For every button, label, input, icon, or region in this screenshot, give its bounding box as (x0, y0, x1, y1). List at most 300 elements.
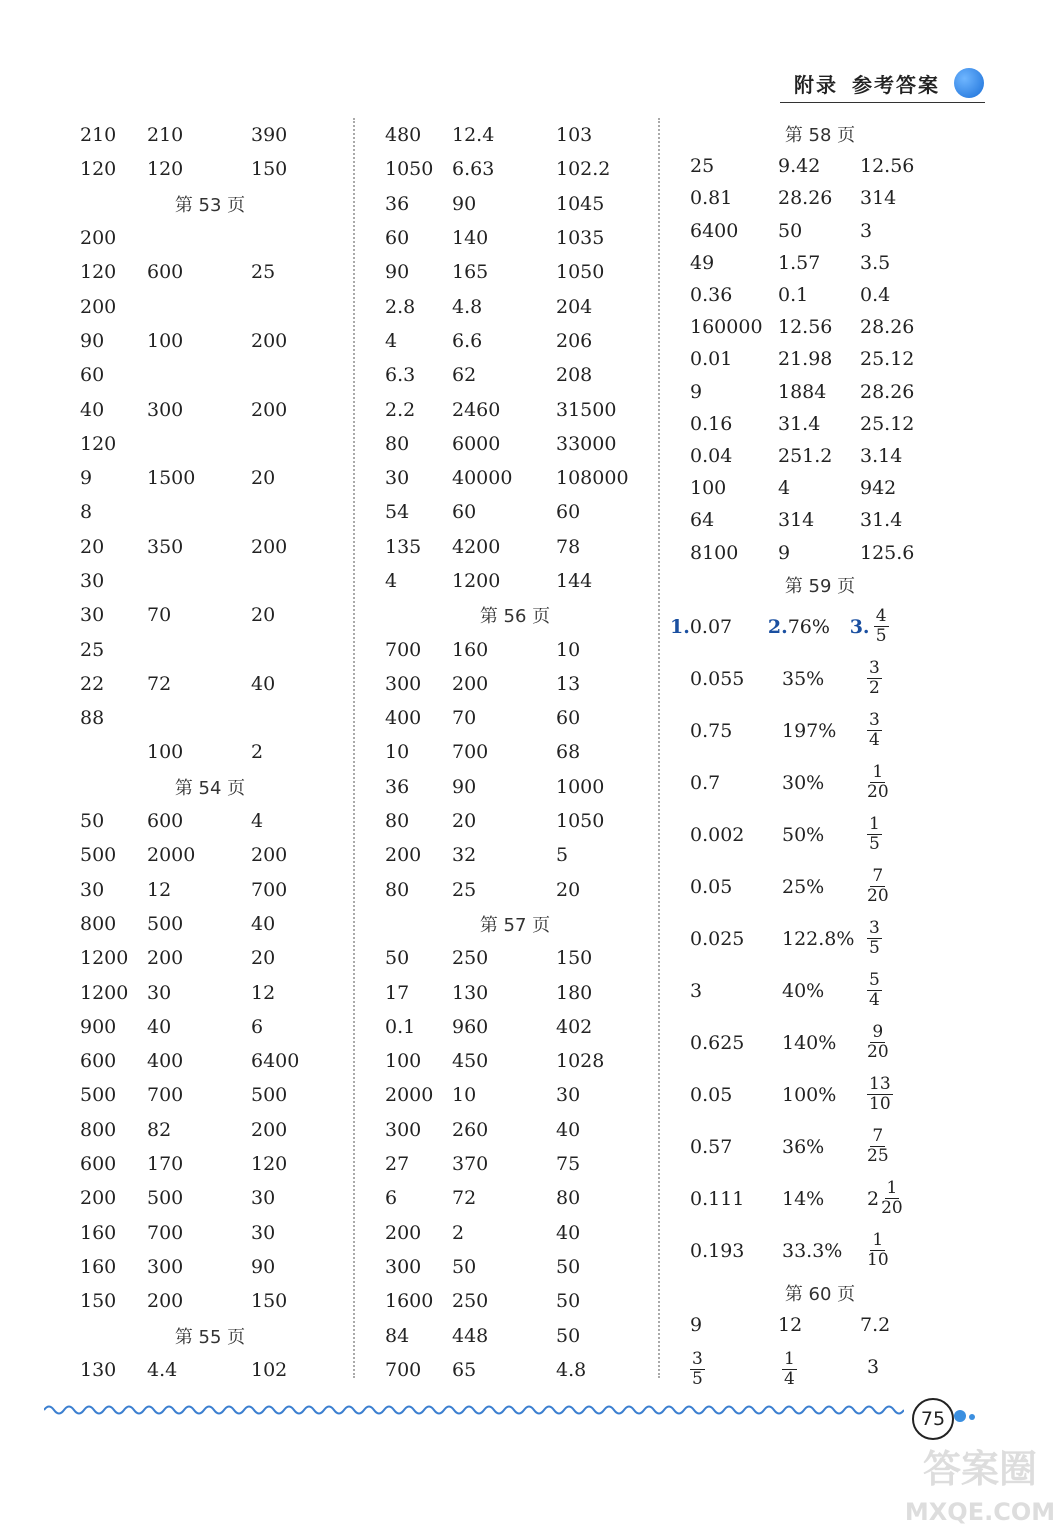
answer-row (80, 1078, 340, 1112)
answer-value: 150 (251, 158, 288, 181)
answer-value: 30 (80, 878, 105, 901)
answer-row (80, 1353, 340, 1387)
answer-value: 200 (80, 227, 117, 250)
answer-row (80, 975, 340, 1009)
answer-value: 150 (556, 947, 593, 970)
answer-value: 6400 (690, 219, 739, 242)
answer-value: 30 (385, 467, 410, 490)
answer-value: 0.75 (690, 719, 733, 742)
answer-value: 100 (147, 329, 184, 352)
answer-value: 100 (147, 741, 184, 764)
answer-value: 76% (787, 615, 830, 638)
answer-value: 208 (556, 364, 593, 387)
answer-value: 35% (782, 667, 825, 690)
answer-value: 33.3% (782, 1239, 843, 1262)
answer-value: 90 (385, 261, 410, 284)
answer-value: 251.2 (778, 444, 833, 467)
p59-row (690, 1069, 950, 1121)
answer-value: 206 (556, 329, 593, 352)
answer-row (80, 564, 340, 598)
fraction: $\frac{1}{10}$ (867, 1230, 889, 1271)
answer-value: 800 (80, 912, 117, 935)
answer-value: 400 (385, 707, 422, 730)
answer-row (385, 838, 645, 872)
answer-value: 22 (80, 672, 105, 695)
answer-value: 0.025 (690, 927, 745, 950)
column-divider (353, 118, 355, 1378)
answer-value: 2.2 (385, 398, 416, 421)
answer-value: 700 (147, 1221, 184, 1244)
fraction: $\frac{3}{4}$ (869, 710, 880, 751)
answer-value: 160 (80, 1221, 117, 1244)
answer-row (80, 838, 340, 872)
answer-value: 80 (385, 878, 410, 901)
answer-value: 9 (80, 467, 93, 490)
answer-value: 140% (782, 1031, 837, 1054)
answer-value: 6.63 (452, 158, 495, 181)
answer-value: 50 (556, 1290, 581, 1313)
answer-value: 448 (452, 1324, 489, 1347)
answer-row (385, 667, 645, 701)
answer-value: 700 (385, 1358, 422, 1381)
answer-value: 160 (452, 638, 489, 661)
answer-value: 600 (147, 261, 184, 284)
answer-value: 1050 (385, 158, 434, 181)
p59-row (690, 1173, 950, 1225)
answer-row (385, 1353, 645, 1387)
answer-value: 30 (147, 981, 172, 1004)
answer-value: 3 (860, 219, 873, 242)
p59-row (690, 1225, 950, 1277)
answer-row (385, 1318, 645, 1352)
answer-value: 200 (147, 1290, 184, 1313)
answer-value: 4 (251, 810, 264, 833)
answer-value: 5 (556, 844, 569, 867)
answer-row (80, 461, 340, 495)
answer-row (385, 530, 645, 564)
answer-value: 300 (385, 672, 422, 695)
answer-value: 60 (452, 501, 477, 524)
answer-value: 25% (782, 875, 825, 898)
fraction: $\frac{1}{20}$ (867, 762, 889, 803)
answer-value: 150 (251, 1290, 288, 1313)
answer-row (385, 392, 645, 426)
decorative-dot (969, 1414, 975, 1420)
answer-value: 144 (556, 570, 593, 592)
answer-value: 130 (452, 981, 489, 1004)
answer-value: 60 (556, 707, 581, 730)
answer-value: 0.7 (690, 771, 721, 794)
answer-value: 300 (147, 1255, 184, 1278)
p60-row (690, 1309, 950, 1341)
p59-row (690, 913, 950, 965)
answer-value: 1200 (452, 570, 501, 592)
answer-value: 50 (385, 947, 410, 970)
answer-value: 0.04 (690, 444, 733, 467)
answer-row (385, 495, 645, 529)
answer-row (80, 1044, 340, 1078)
answer-value: 210 (80, 124, 117, 147)
answer-value: 40 (147, 1015, 172, 1038)
answer-row (80, 1284, 340, 1318)
p59-first-row (670, 601, 950, 653)
answer-column-3 (670, 118, 950, 1393)
answer-row (385, 564, 645, 598)
fraction: $\frac{13}{10}$ (869, 1074, 891, 1115)
answer-value: 200 (385, 1221, 422, 1244)
answer-row (80, 804, 340, 838)
fraction: $\frac{3}{2}$ (869, 658, 880, 699)
p59-row (690, 861, 950, 913)
answer-value: 100% (782, 1083, 837, 1106)
answer-value: 25 (80, 638, 105, 661)
answer-value: 2 (251, 741, 264, 764)
answer-value: 180 (556, 981, 593, 1004)
answer-value: 70 (147, 604, 172, 627)
answer-value: 1050 (556, 261, 605, 284)
answer-value: 1200 (80, 947, 129, 970)
answer-value: 370 (452, 1153, 489, 1176)
p59-row (690, 757, 950, 809)
answer-row (385, 1250, 645, 1284)
answer-value: 250 (452, 1290, 489, 1313)
answer-row (385, 735, 645, 769)
answer-value: 32 (452, 844, 477, 867)
answer-value: 200 (452, 672, 489, 695)
answer-row (80, 1250, 340, 1284)
answer-value: 900 (80, 1015, 117, 1038)
answer-row (80, 667, 340, 701)
wave-divider (44, 1398, 904, 1422)
answer-value: 160000 (690, 316, 763, 339)
answer-value: 36 (385, 775, 410, 798)
answer-value: 20 (251, 467, 276, 490)
fraction: $\frac{1}{20}$ (881, 1178, 903, 1219)
answer-value: 70 (452, 707, 477, 730)
answer-value: 4.8 (452, 295, 483, 318)
fraction: $\frac{1}{4}$ (784, 1348, 795, 1389)
answer-value: 88 (80, 707, 105, 730)
section-heading: 第 57 页 (479, 914, 551, 936)
answer-value: 82 (147, 1118, 172, 1141)
answer-value: 30 (80, 604, 105, 627)
answer-value: 1884 (778, 380, 827, 403)
answer-value: 4.4 (147, 1358, 178, 1381)
answer-value: 84 (385, 1324, 410, 1347)
p59-row (690, 653, 950, 705)
answer-value: 50 (80, 810, 105, 833)
answer-value: 10 (556, 638, 581, 661)
answer-value: 600 (80, 1153, 117, 1176)
answer-value: 0.36 (690, 284, 733, 307)
answer-row (385, 221, 645, 255)
answer-value: 314 (860, 187, 897, 210)
answer-row (80, 1181, 340, 1215)
answer-value: 6.3 (385, 364, 416, 387)
p60-fraction-row (690, 1341, 950, 1393)
answer-row (80, 1010, 340, 1044)
answer-value: 108000 (556, 467, 629, 490)
column-divider (658, 118, 660, 1378)
answer-row (385, 1044, 645, 1078)
answer-value: 120 (80, 261, 117, 284)
answer-value: 1500 (147, 467, 196, 490)
answer-row (385, 1078, 645, 1112)
answer-value: 12 (147, 878, 172, 901)
answer-value: 500 (80, 844, 117, 867)
answer-value: 120 (251, 1153, 288, 1176)
answer-value: 36 (385, 192, 410, 215)
fraction: $\frac{9}{20}$ (867, 1022, 889, 1063)
answer-row (80, 1147, 340, 1181)
decorative-dot (954, 1410, 966, 1422)
answer-value: 60 (556, 501, 581, 524)
answer-value: 25 (452, 878, 477, 901)
answer-value: 40 (556, 1118, 581, 1141)
question-number: 1. (670, 615, 690, 638)
answer-value: 6000 (452, 432, 501, 455)
answer-value: 0.193 (690, 1239, 745, 1262)
answer-row (690, 150, 950, 182)
answer-value: 500 (147, 912, 184, 935)
answer-value: 9 (690, 380, 703, 403)
answer-row (690, 279, 950, 311)
answer-value: 50 (452, 1255, 477, 1278)
answer-value: 21.98 (778, 348, 833, 371)
answer-value: 200 (251, 329, 288, 352)
answer-value: 200 (251, 535, 288, 558)
fraction: $\frac{3}{5}$ (869, 918, 880, 959)
answer-row (80, 495, 340, 529)
answer-row (385, 324, 645, 358)
answer-value: 0.1 (385, 1015, 416, 1038)
answer-row (80, 255, 340, 289)
answer-value: 120 (80, 158, 117, 181)
answer-value: 600 (147, 810, 184, 833)
answer-value: 6400 (251, 1050, 300, 1073)
section-heading: 第 58 页 (784, 125, 856, 147)
section-heading: 第 56 页 (479, 606, 551, 628)
answer-value: 50% (782, 823, 825, 846)
page-header (794, 68, 984, 98)
answer-row (80, 530, 340, 564)
answer-row (385, 1113, 645, 1147)
answer-value: 6 (251, 1015, 264, 1038)
answer-row (80, 358, 340, 392)
answer-value: 6 (385, 1187, 398, 1210)
answer-value: 25.12 (860, 412, 915, 435)
answer-value: 13 (556, 672, 581, 695)
answer-value: 90 (251, 1255, 276, 1278)
answer-value: 50 (778, 219, 803, 242)
answer-value: 600 (80, 1050, 117, 1073)
answer-value: 500 (80, 1084, 117, 1107)
answer-value: 28.26 (860, 316, 915, 339)
answer-row (80, 289, 340, 323)
answer-value: 40 (80, 398, 105, 421)
answer-value: 40 (556, 1221, 581, 1244)
answer-value: 942 (860, 477, 897, 500)
answer-value: 1200 (80, 981, 129, 1004)
answer-value: 500 (147, 1187, 184, 1210)
fraction: $\frac{4}{5}$ (875, 606, 887, 647)
answer-value: 3.5 (860, 251, 891, 274)
answer-value: 40 (251, 672, 276, 695)
answer-column-2 (385, 118, 645, 1387)
answer-value: 1000 (556, 775, 605, 798)
answer-value: 7.2 (860, 1314, 891, 1337)
answer-value: 2.8 (385, 295, 416, 318)
answer-value: 31500 (556, 398, 617, 421)
answer-value: 20 (251, 604, 276, 627)
answer-value: 12.4 (452, 124, 495, 147)
p59-row (690, 809, 950, 861)
section-heading: 第 60 页 (784, 1283, 856, 1305)
answer-row (385, 770, 645, 804)
answer-value: 50 (556, 1255, 581, 1278)
answer-value: 40% (782, 979, 825, 1002)
answer-row (80, 632, 340, 666)
answer-value: 10 (452, 1084, 477, 1107)
answer-value: 0.07 (689, 615, 733, 638)
fraction: $\frac{1}{5}$ (869, 814, 880, 855)
answer-value: 36% (782, 1135, 825, 1158)
svg-text:答案圈: 答案圈 (922, 1447, 1038, 1491)
answer-row (690, 247, 950, 279)
answer-value: 25 (251, 261, 276, 284)
p59-row (690, 705, 950, 757)
answer-value: 72 (452, 1187, 477, 1210)
answer-value: 700 (147, 1084, 184, 1107)
answer-row (690, 440, 950, 472)
p59-row (690, 1121, 950, 1173)
answer-value: 72 (147, 672, 172, 695)
answer-row (690, 311, 950, 343)
answer-value: 0.05 (690, 875, 733, 898)
answer-value: 30 (556, 1084, 581, 1107)
answer-value: 9.42 (778, 155, 821, 178)
answer-value: 62 (452, 364, 477, 387)
answer-value: 0.01 (690, 348, 733, 371)
answer-value: 12.56 (860, 155, 915, 178)
answer-row (690, 536, 950, 568)
answer-row (80, 1113, 340, 1147)
answer-value: 1050 (556, 810, 605, 833)
answer-value: 100 (690, 477, 727, 500)
answer-value: 1045 (556, 192, 605, 215)
answer-row (80, 941, 340, 975)
page-59-answers (670, 601, 950, 1277)
answer-value: 4.8 (556, 1358, 587, 1381)
blue-circle-icon (954, 68, 984, 98)
answer-value: 28.26 (860, 380, 915, 403)
answer-value: 100 (385, 1050, 422, 1073)
p59-row (690, 1017, 950, 1069)
answer-value: 49 (690, 251, 715, 274)
answer-row (385, 427, 645, 461)
answer-value: 78 (556, 535, 581, 558)
answer-value: 80 (556, 1187, 581, 1210)
answer-value: 9 (690, 1314, 703, 1337)
answer-row (385, 1147, 645, 1181)
answer-row (385, 118, 645, 152)
answer-value: 1035 (556, 227, 605, 250)
answer-row (385, 1216, 645, 1250)
answer-value: 4200 (452, 535, 501, 558)
answer-value: 65 (452, 1358, 477, 1381)
answer-value: 90 (452, 192, 477, 215)
answer-value: 102.2 (556, 158, 611, 181)
answer-value: 500 (251, 1084, 288, 1107)
answer-value: 1028 (556, 1050, 605, 1073)
answer-value: 210 (147, 124, 184, 147)
fraction: $\frac{7}{25}$ (867, 1126, 889, 1167)
answer-value: 700 (452, 741, 489, 764)
answer-value: 40000 (452, 467, 513, 490)
answer-row (690, 504, 950, 536)
answer-value: 0.57 (690, 1135, 733, 1158)
header-rule (780, 102, 985, 103)
answer-value: 122.8% (782, 927, 855, 950)
question-number: 3. (849, 615, 870, 638)
answer-value: 4 (385, 570, 398, 592)
answer-value: 450 (452, 1050, 489, 1073)
answer-value: 160 (80, 1255, 117, 1278)
answer-value: 103 (556, 124, 593, 147)
answer-row (80, 701, 340, 735)
answer-value: 402 (556, 1015, 593, 1038)
answer-value: 20 (80, 535, 105, 558)
answer-value: 54 (385, 501, 410, 524)
answer-value: 700 (385, 638, 422, 661)
answer-value: 33000 (556, 432, 617, 455)
answer-value: 125.6 (860, 541, 915, 564)
answer-value: 12 (251, 981, 276, 1004)
answer-value: 0.625 (690, 1031, 745, 1054)
answer-value: 64 (690, 509, 715, 532)
answer-value: 60 (80, 364, 105, 387)
answer-row (80, 118, 340, 152)
answer-value: 200 (80, 295, 117, 318)
answer-value: 17 (385, 981, 410, 1004)
answer-value: 3 (867, 1356, 880, 1379)
answer-value: 200 (251, 1118, 288, 1141)
answer-value: 140 (452, 227, 489, 250)
answer-value: 0.1 (778, 284, 809, 307)
answer-value: 3.14 (860, 444, 903, 467)
answer-value: 60 (385, 227, 410, 250)
answer-value: 4 (385, 329, 398, 352)
answer-value: 130 (80, 1358, 117, 1381)
answer-value: 12.56 (778, 316, 833, 339)
fraction: $\frac{7}{20}$ (867, 866, 889, 907)
answer-row (385, 255, 645, 289)
appendix-label: 附录 (794, 72, 838, 97)
answer-value: 1.57 (778, 251, 821, 274)
answer-value: 200 (251, 398, 288, 421)
answer-value: 40 (251, 912, 276, 935)
answer-row (80, 392, 340, 426)
answer-row (690, 182, 950, 214)
answer-value: 250 (452, 947, 489, 970)
answer-value: 300 (147, 398, 184, 421)
section-heading: 第 59 页 (784, 575, 856, 597)
answer-value: 204 (556, 295, 593, 318)
answer-row (690, 215, 950, 247)
answer-value: 200 (251, 844, 288, 867)
answer-value: 20 (251, 947, 276, 970)
answer-row (385, 1284, 645, 1318)
